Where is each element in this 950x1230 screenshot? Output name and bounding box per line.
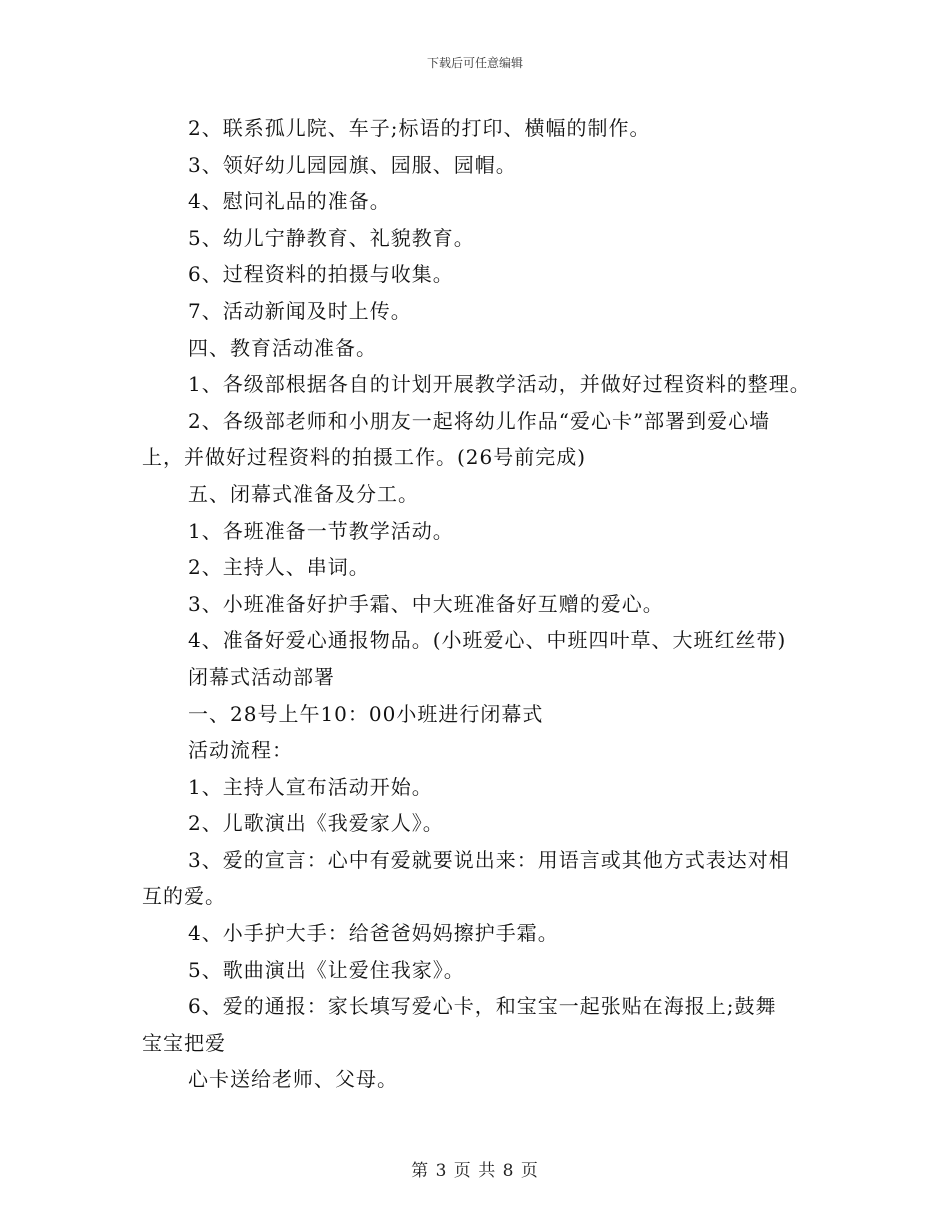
text-line: 闭幕式活动部署 [188,664,335,689]
text-line: 2、儿歌演出《我爱家人》。 [188,811,444,836]
text-line: 5、歌曲演出《让爱住我家》。 [188,957,465,982]
text-line: 宝宝把爱 [142,1030,226,1055]
text-line: 2、联系孤儿院、车子;标语的打印、横幅的制作。 [188,116,651,140]
text-line: 四、教育活动准备。 [188,335,377,360]
text-line: 6、过程资料的拍摄与收集。 [188,262,454,287]
text-line: 7、活动新闻及时上传。 [188,298,412,323]
text-line: 4、准备好爱心通报物品。(小班爱心、中班四叶草、大班红丝带) [188,628,787,653]
text-line: 5、幼儿宁静教育、礼貌教育。 [188,225,475,250]
document-body [142,110,822,1098]
text-line: 互的爱。 [142,884,226,909]
text-line: 4、小手护大手：给爸爸妈妈擦护手霜。 [188,921,559,946]
text-line: 3、小班准备好护手霜、中大班准备好互赠的爱心。 [188,591,664,616]
text-line: 3、领好幼儿园园旗、园服、园帽。 [188,152,517,177]
text-line: 2、各级部老师和小朋友一起将幼儿作品“爱心卡”部署到爱心墙 [188,408,771,433]
page-number: 第 3 页 共 8 页 [411,1161,539,1181]
text-line: 1、各班准备一节教学活动。 [188,518,454,543]
page-header: 下载后可任意编辑 [426,56,523,70]
text-line: 2、主持人、串词。 [188,555,370,580]
text-line: 五、闭幕式准备及分工。 [188,481,419,506]
text-line: 一、28号上午10：00小班进行闭幕式 [188,701,544,726]
text-line: 3、爱的宣言：心中有爱就要说出来：用语言或其他方式表达对相 [188,847,790,872]
text-line: 上，并做好过程资料的拍摄工作。(26号前完成) [142,445,587,470]
text-line: 心卡送给老师、父母。 [188,1067,398,1092]
text-line: 6、爱的通报：家长填写爱心卡，和宝宝一起张贴在海报上;鼓舞 [188,994,777,1019]
text-line: 1、主持人宣布活动开始。 [188,774,433,799]
text-line: 4、慰问礼品的准备。 [188,189,391,214]
text-line: 活动流程： [188,738,293,763]
text-line: 1、各级部根据各自的计划开展教学活动，并做好过程资料的整理。 [188,372,811,397]
